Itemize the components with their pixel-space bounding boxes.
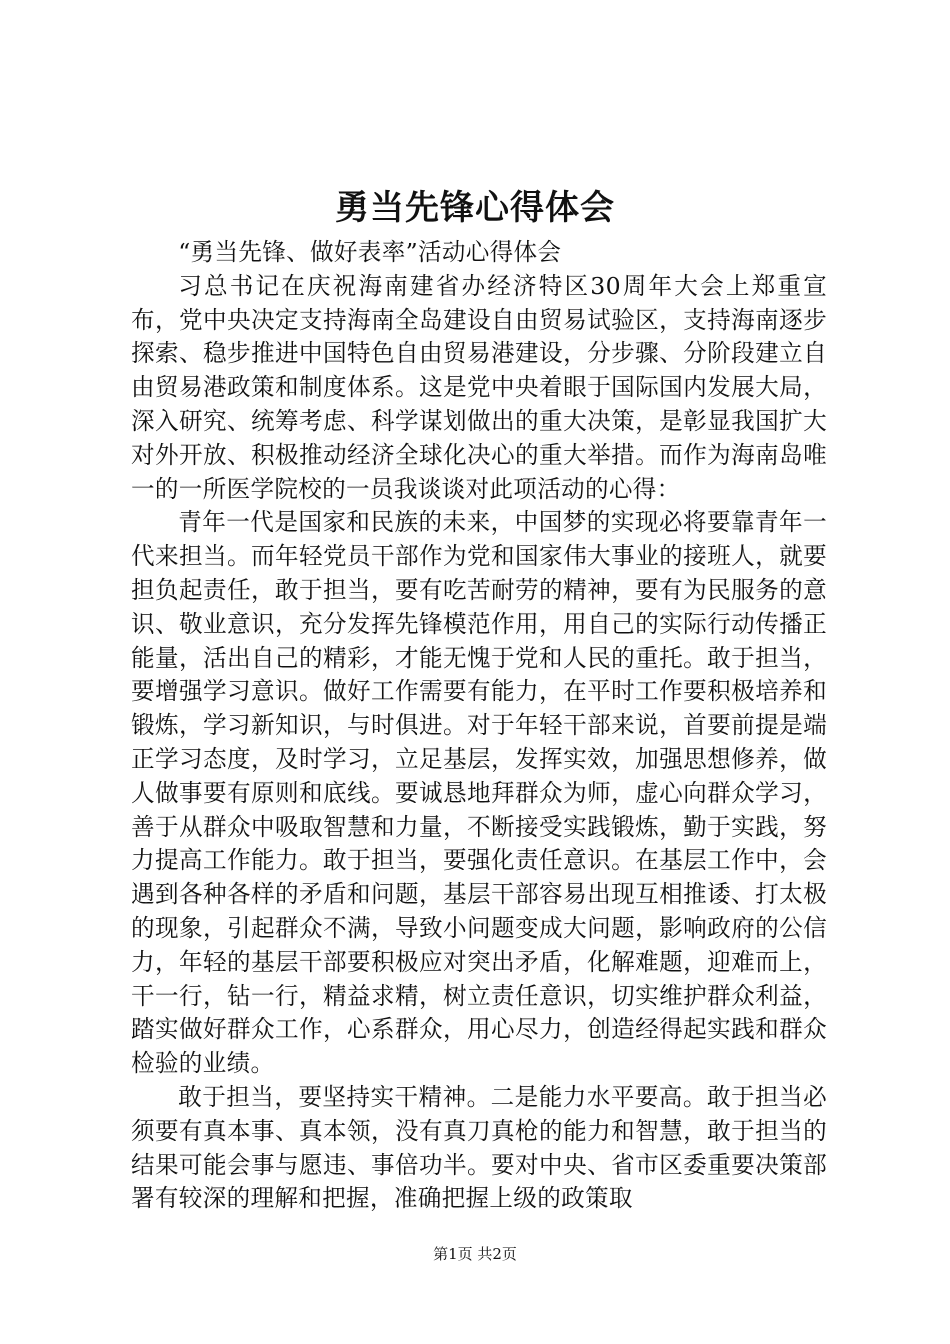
page-number-footer: 第1页 共2页 xyxy=(433,1245,517,1263)
document-body xyxy=(131,236,827,1216)
body-paragraph: 青年一代是国家和民族的未来，中国梦的实现必将要靠青年一代来担当。而年轻党员干部作为党和国家伟大事业的接班人，就要担负起责任，敢于担当，要有吃苦耐劳的精神，要有为民服务的意识、敬业意识，充分发挥先锋模范作用，用自己的实际行动传播正能量，活出自己的精彩，才能无愧于党和人民的重托。敢于担当，要增强学习意识。做好工作需要有能力，在平时工作要积极培养和锻炼，学习新知识，与时俱进。对于年轻干部来说，首要前提是端正学习态度，及时学习，立足基层，发挥实效，加强思想修养，做人做事要有原则和底线。要诚恳地拜群众为师，虚心向群众学习，善于从群众中吸取智慧和力量，不断接受实践锻炼，勤于实践，努力提高工作能力。敢于担当，要强化责任意识。在基层工作中，会遇到各种各样的矛盾和问题，基层干部容易出现互相推诿、打太极的现象，引起群众不满，导致小问题变成大问题，影响政府的公信力，年轻的基层干部要积极应对突出矛盾，化解难题，迎难而上，干一行，钻一行，精益求精，树立责任意识，切实维护群众利益，踏实做好群众工作，心系群众，用心尽力，创造经得起实践和群众检验的业绩。 xyxy=(131,508,827,1078)
subtitle-paragraph: “勇当先锋、做好表率”活动心得体会 xyxy=(178,238,562,266)
body-paragraph: 习总书记在庆祝海南建省办经济特区30周年大会上郑重宣布，党中央决定支持海南全岛建设自由贸易试验区，支持海南逐步探索、稳步推进中国特色自由贸易港建设，分步骤、分阶段建立自由贸易港政策和制度体系。这是党中央着眼于国际国内发展大局，深入研究、统筹考虑、科学谋划做出的重大决策，是彰显我国扩大对外开放、积极推动经济全球化决心的重大举措。而作为海南岛唯一的一所医学院校的一员我谈谈对此项活动的心得： xyxy=(131,271,827,503)
body-paragraph: 敢于担当，要坚持实干精神。二是能力水平要高。敢于担当必须要有真本事、真本领，没有真刀真枪的能力和智慧，敢于担当的结果可能会事与愿违、事倍功半。要对中央、省市区委重要决策部署有较深的理解和把握，准确把握上级的政策取 xyxy=(131,1082,827,1213)
document-title: 勇当先锋心得体会 xyxy=(335,188,615,228)
